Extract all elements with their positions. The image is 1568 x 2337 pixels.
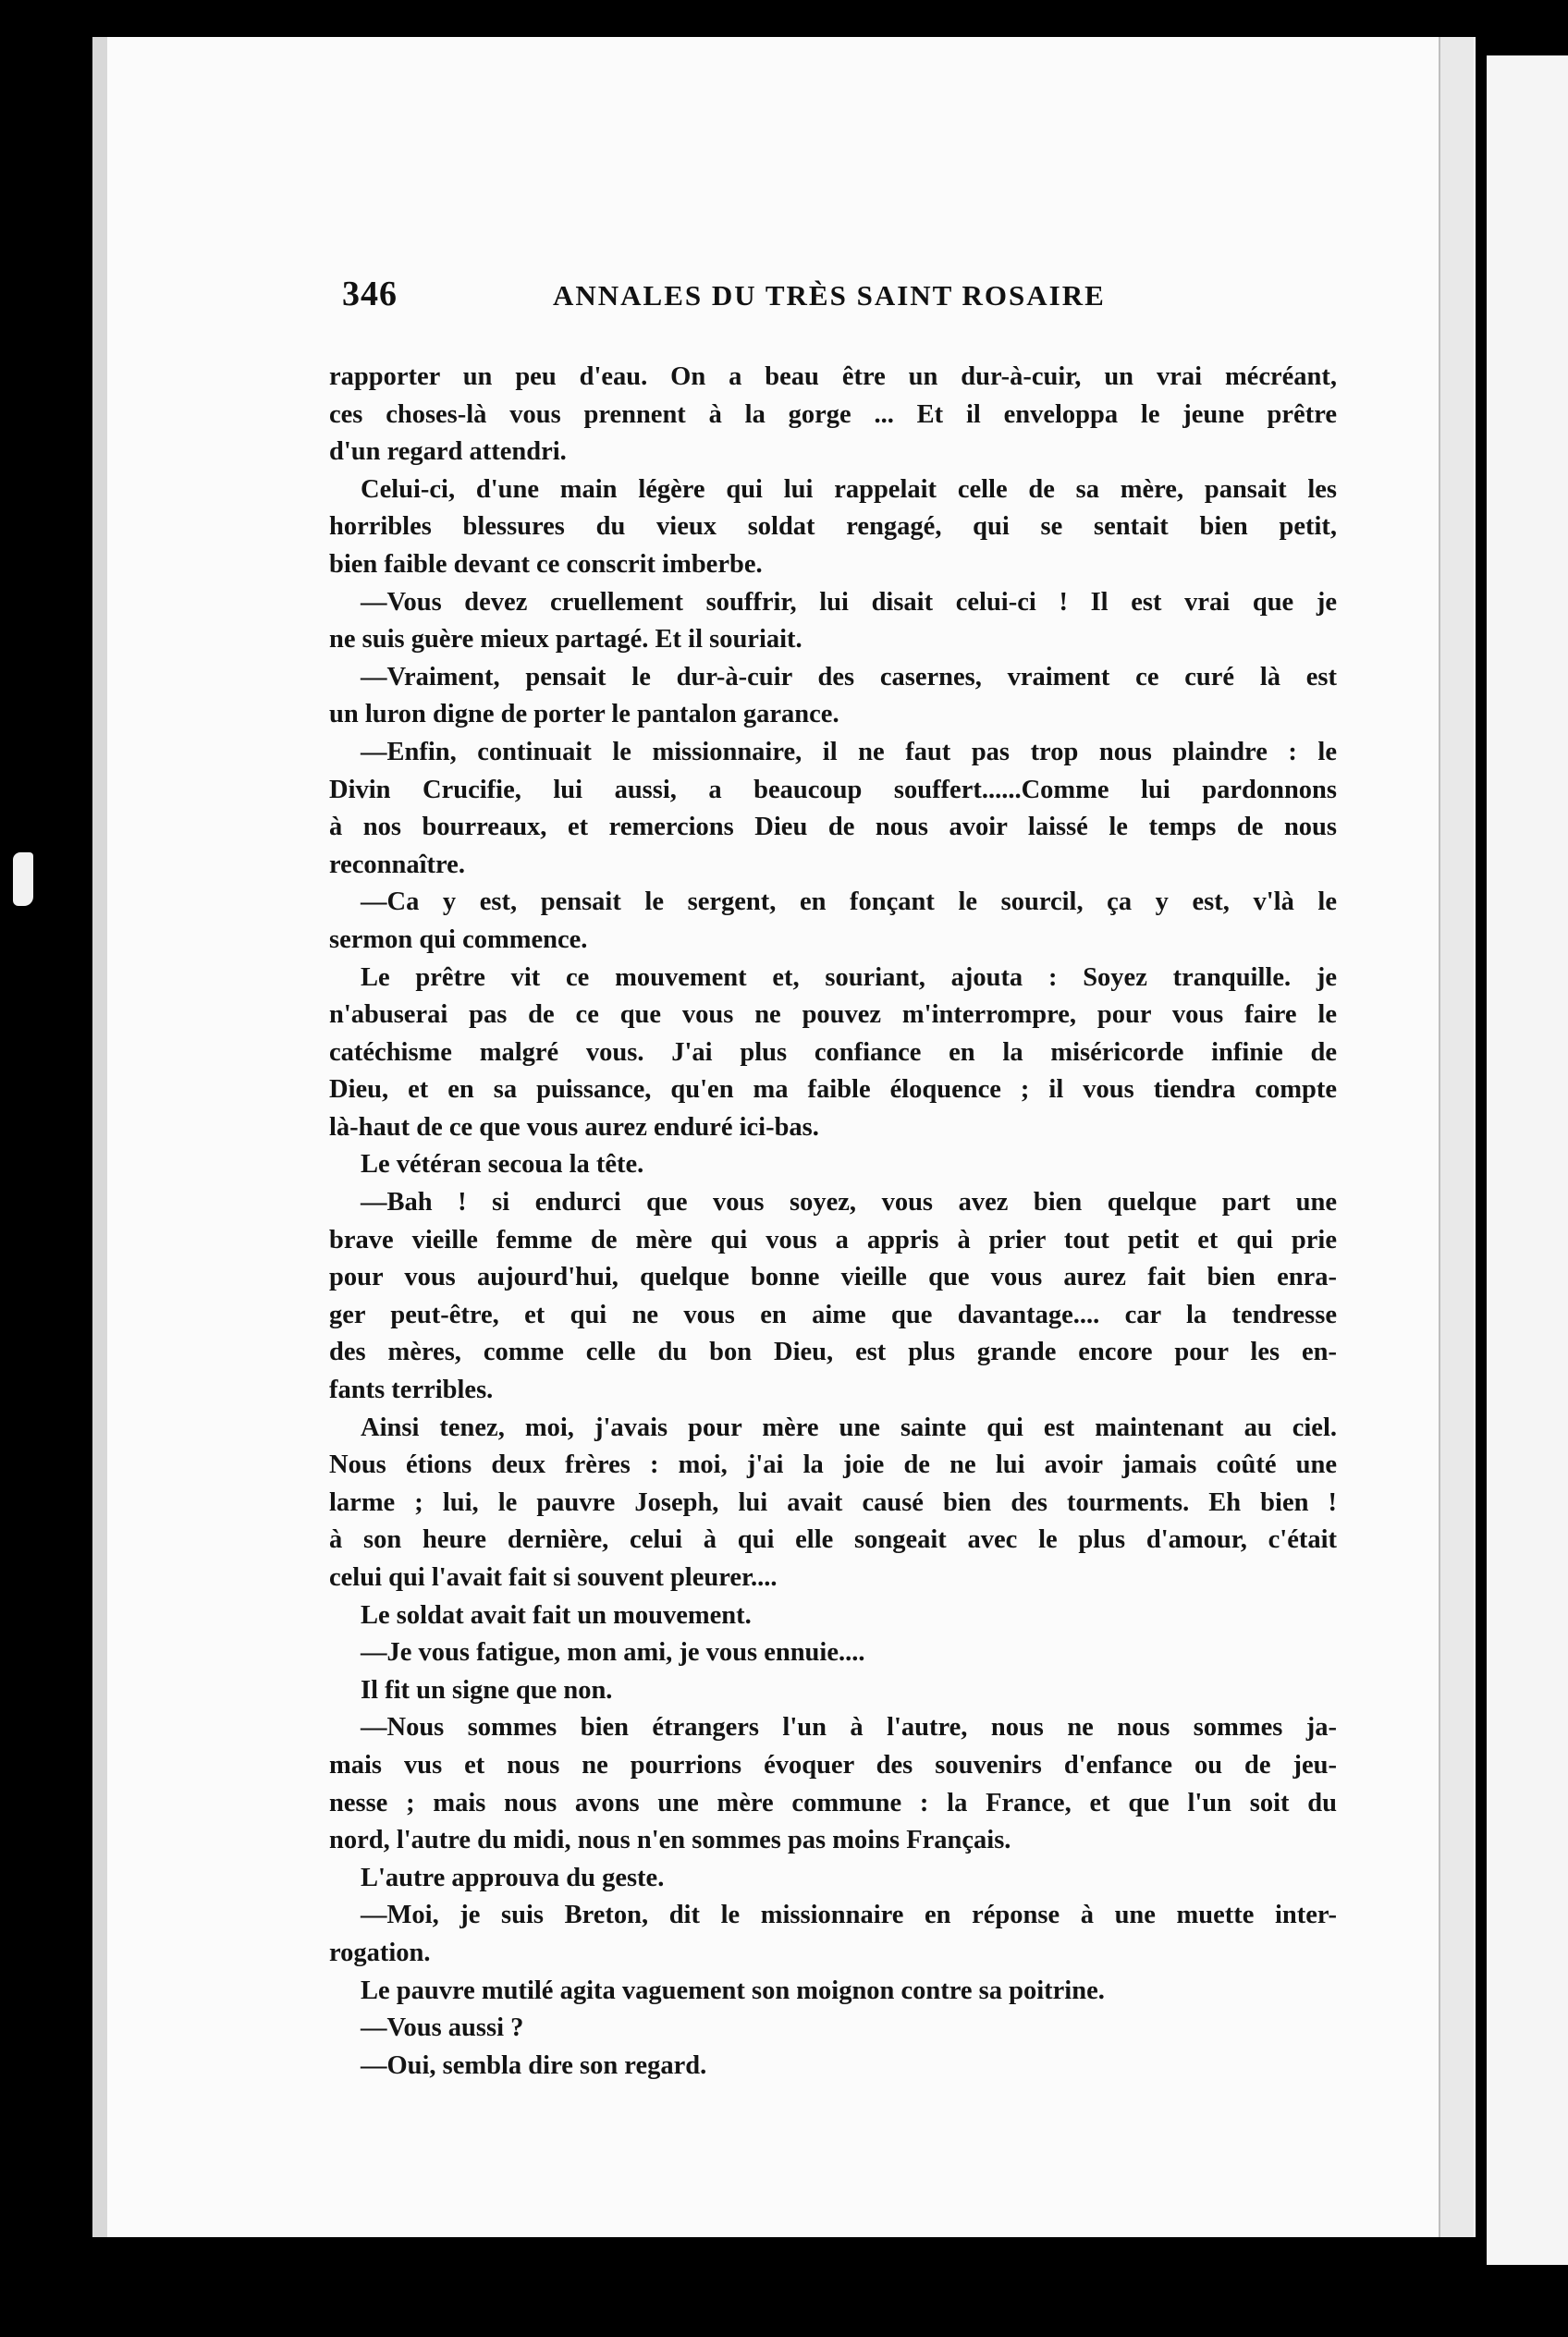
text-line: —Bah ! si endurci que vous soyez, vous avez bien quelque part une — [361, 1188, 1337, 1217]
text-line: brave vieille femme de mère qui vous a appris à prier tout petit et qui prie — [329, 1225, 1337, 1254]
text-line: bien faible devant ce conscrit imberbe. — [329, 549, 763, 579]
text-line: Nous étions deux frères : moi, j'ai la joie de ne lui avoir jamais coûté une — [329, 1450, 1337, 1480]
text-line: rapporter un peu d'eau. On a beau être un dur-à-cuir, un vrai mécréant, — [329, 362, 1337, 391]
scan-artifact — [13, 852, 33, 906]
text-line: reconnaître. — [329, 850, 465, 879]
text-line: ces choses-là vous prennent à la gorge ... Et il enveloppa le jeune prêtre — [329, 399, 1337, 429]
facing-page-edge — [1487, 55, 1568, 2265]
text-line: —Enfin, continuait le missionnaire, il ne faut pas trop nous plaindre : le — [361, 737, 1337, 766]
text-line: fants terribles. — [329, 1376, 494, 1405]
text-line: —Moi, je suis Breton, dit le missionnaire en réponse à une muette inter- — [361, 1901, 1337, 1930]
text-line: celui qui l'avait fait si souvent pleurer.... — [329, 1563, 778, 1592]
text-line: sermon qui commence. — [329, 924, 588, 954]
text-line: —Nous sommes bien étrangers l'un à l'autre, nous ne nous sommes ja- — [361, 1713, 1337, 1743]
text-line: Le soldat avait fait un mouvement. — [361, 1600, 752, 1630]
text-line: horribles blessures du vieux soldat rengagé, qui se sentait bien petit, — [329, 512, 1337, 542]
text-line: mais vus et nous ne pourrions évoquer des souvenirs d'enfance ou de jeu- — [329, 1750, 1337, 1780]
text-line: larme ; lui, le pauvre Joseph, lui avait causé bien des tourments. Eh bien ! — [329, 1487, 1337, 1517]
text-line: catéchisme malgré vous. J'ai plus confiance en la miséricorde infinie de — [329, 1037, 1337, 1067]
text-line: L'autre approuva du geste. — [361, 1863, 665, 1892]
text-line: —Vous devez cruellement souffrir, lui disait celui-ci ! Il est vrai que je — [361, 587, 1337, 617]
text-line: Le pauvre mutilé agita vaguement son moignon contre sa poitrine. — [361, 1976, 1105, 2005]
body-text — [329, 359, 1337, 2085]
text-line: n'abuserai pas de ce que vous ne pouvez m'interrompre, pour vous faire le — [329, 1000, 1337, 1030]
text-line: —Vraiment, pensait le dur-à-cuir des casernes, vraiment ce curé là est — [361, 662, 1337, 691]
text-line: un luron digne de porter le pantalon garance. — [329, 700, 839, 729]
text-line: Le prêtre vit ce mouvement et, souriant, ajouta : Soyez tranquille. je — [361, 962, 1337, 992]
text-line: à son heure dernière, celui à qui elle songeait avec le plus d'amour, c'était — [329, 1525, 1337, 1555]
text-line: à nos bourreaux, et remercions Dieu de nous avoir laissé le temps de nous — [329, 813, 1337, 842]
text-line: Ainsi tenez, moi, j'avais pour mère une sainte qui est maintenant au ciel. — [361, 1413, 1337, 1442]
text-line: ger peut-être, et qui ne vous en aime que davantage.... car la tendresse — [329, 1300, 1337, 1329]
page-gutter — [1439, 37, 1474, 2237]
text-line: nord, l'autre du midi, nous n'en sommes pas moins Français. — [329, 1826, 1011, 1855]
text-line: des mères, comme celle du bon Dieu, est plus grande encore pour les en- — [329, 1338, 1337, 1367]
text-line: —Vous aussi ? — [361, 2013, 524, 2043]
text-line: —Je vous fatigue, mon ami, je vous ennuie.... — [361, 1638, 865, 1668]
page-number: 346 — [342, 275, 398, 313]
text-line: Dieu, et en sa puissance, qu'en ma faible éloquence ; il vous tiendra compte — [329, 1075, 1337, 1105]
page-header — [342, 274, 1137, 320]
text-line: Divin Crucifie, lui aussi, a beaucoup souffert......Comme lui pardonnons — [329, 775, 1337, 804]
text-line: là-haut de ce que vous aurez enduré ici-bas. — [329, 1112, 819, 1142]
text-line: Il fit un signe que non. — [361, 1675, 613, 1705]
text-line: pour vous aujourd'hui, quelque bonne vieille que vous aurez fait bien enra- — [329, 1263, 1337, 1292]
text-line: d'un regard attendri. — [329, 437, 567, 467]
text-line: Celui-ci, d'une main légère qui lui rappelait celle de sa mère, pansait les — [361, 474, 1337, 504]
text-line: nesse ; mais nous avons une mère commune : la France, et que l'un soit du — [329, 1788, 1337, 1817]
running-title: ANNALES DU TRÈS SAINT ROSAIRE — [553, 279, 1106, 312]
text-line: —Oui, sembla dire son regard. — [361, 2050, 707, 2080]
text-line: Le vétéran secoua la tête. — [361, 1150, 644, 1180]
text-line: rogation. — [329, 1938, 431, 1967]
text-line: ne suis guère mieux partagé. Et il souriait. — [329, 625, 802, 655]
text-line: —Ca y est, pensait le sergent, en fonçant le sourcil, ça y est, v'là le — [361, 887, 1337, 917]
